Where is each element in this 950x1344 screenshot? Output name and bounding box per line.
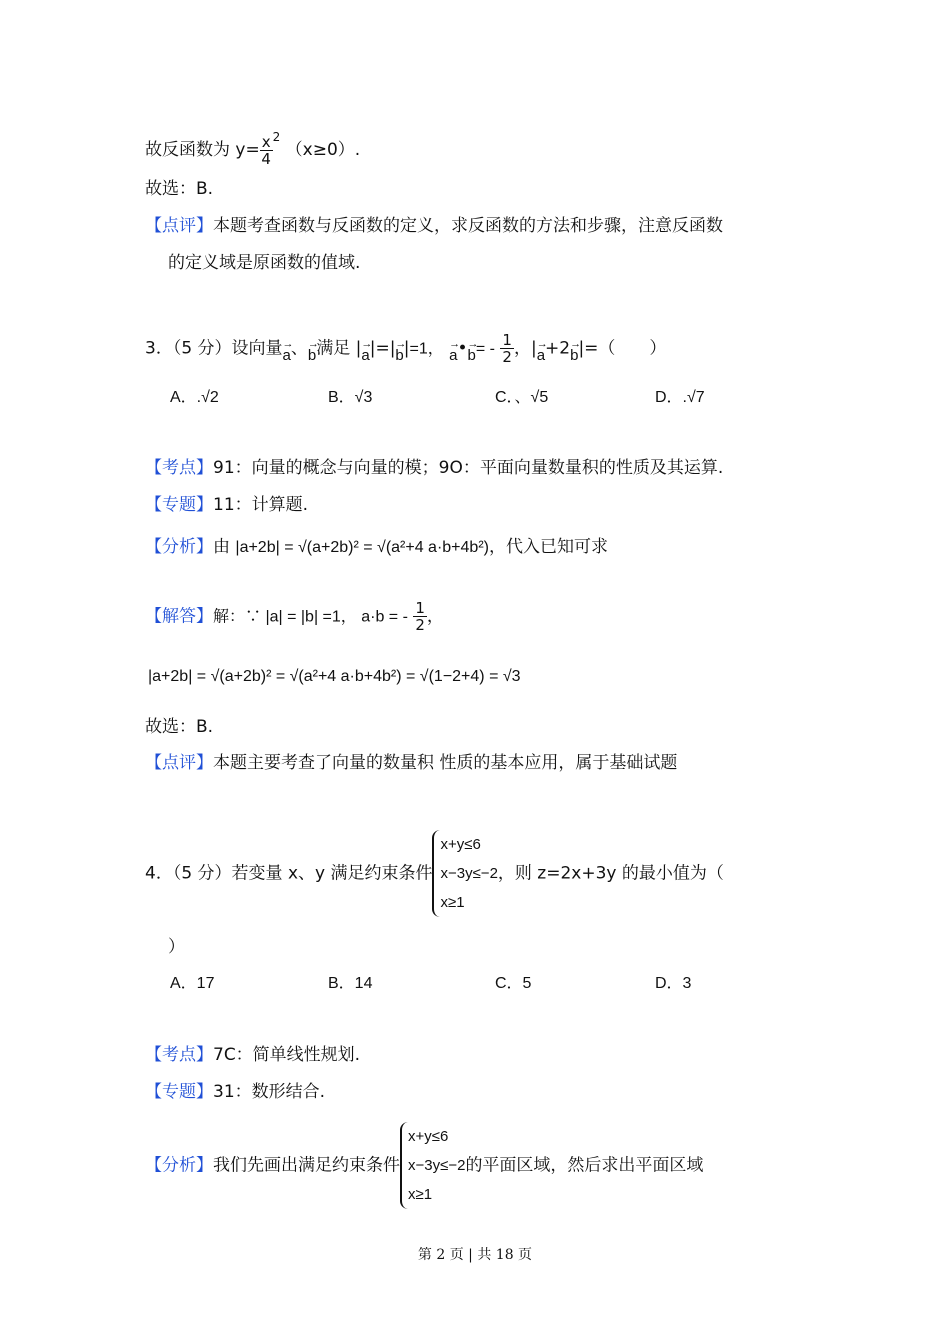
text: 4．（5 分）若变量 x、y 满足约束条件 [145,863,433,884]
text: 本题考查函数与反函数的定义，求反函数的方法和步骤，注意反函数 [213,216,723,236]
c: x+y≤6 [440,836,481,853]
text: 的平面区域，然后求出平面区域 [465,1155,704,1176]
review-line [145,214,723,238]
text: 、 [290,338,308,359]
option-d: D．3 [655,975,692,992]
tag: 【专题】 [145,1082,213,1102]
tag: 【解答】 [145,606,213,627]
text: 7C：简单线性规划. [213,1045,361,1065]
option-d: D．.√7 [655,389,705,406]
text: 故反函数为 y= [145,140,260,160]
solution-formula: |a+2b| = √(a+2b)² = √(a²+4 a·b+4b²) = √(1−2+4) = √3 [148,668,521,685]
choice-line: 故选：B. [145,179,214,199]
q3-stem: 3．（5 分）设向量→ a、→ b满足 |→ a|=|→ b|=1， → a•→ b= - $\frac{1}{2}$ ，|→ a+2→ b|=（ ） [145,332,666,368]
num: x [261,132,271,151]
tag: 【考点】 [145,1045,213,1065]
tag: 【点评】 [145,753,213,773]
text: 我们先画出满足约束条件 [213,1155,400,1176]
den: 4 [261,149,271,168]
q4-stem [145,830,724,917]
c: x≥1 [408,1186,433,1203]
text: 31：数形结合. [213,1082,326,1102]
text: =1， [409,340,444,358]
zhuanti-line [145,493,308,517]
num: 1 [502,331,512,349]
page-footer: 第 2 页 | 共 18 页 [417,1247,533,1263]
fraction [260,134,273,167]
constraint-system [432,830,497,917]
text: ，则 z=2x+3y 的最小值为（ [497,863,724,884]
option-c: C．5 [495,975,532,992]
text: ） [168,937,185,957]
tag: 【分析】 [145,537,213,557]
jieda-line: 【解答】解：∵ |a| = |b| =1， a·b = - $\frac{1}{2}$ ， [145,599,444,634]
text: ，代入已知可求 [488,537,608,557]
text: 解：∵ |a| = |b| =1， a·b = - [213,608,408,626]
fenxi-line [145,1122,703,1209]
option-a: A．17 [170,975,215,992]
option-c: C．、√5 [495,389,549,406]
c: x−3y≤−2 [440,865,498,882]
constraint-system [400,1122,465,1209]
choice-line: 故选：B. [145,717,214,737]
den: 2 [502,348,512,366]
text: =（ ） [584,338,667,359]
option-a: A．.√2 [170,389,219,406]
text: 11：计算题. [213,495,309,515]
kaodian-line [145,1043,360,1067]
text: 3．（5 分）设向量 [145,338,283,359]
formula: |a+2b| = √(a+2b)² = √(a²+4 a·b+4b²) [235,539,489,556]
review-line [145,751,677,775]
text: 由 [213,537,230,557]
tag: 【专题】 [145,495,213,515]
c: x≥1 [440,894,465,911]
text: 满足 [316,338,351,359]
den: 2 [415,616,425,634]
text: = - [475,340,495,358]
num: 1 [415,599,425,617]
option-b: B．14 [328,975,373,992]
exponent: 2 [272,130,281,144]
tag: 【考点】 [145,458,213,478]
review-line-2: 的定义域是原函数的值域. [168,253,361,273]
review-tag: 【点评】 [145,216,213,236]
tag: 【分析】 [145,1155,213,1176]
c: x−3y≤−2 [408,1157,466,1174]
kaodian-line [145,456,723,480]
text: 本题主要考查了向量的数量积 性质的基本应用，属于基础试题 [213,753,678,773]
inverse-function-line [145,125,360,167]
text: （x≥0）. [285,140,361,160]
option-b: B．√3 [328,389,373,406]
c: x+y≤6 [408,1128,449,1145]
text: 91：向量的概念与向量的模；9O：平面向量数量积的性质及其运算. [213,458,724,478]
fenxi-line [145,535,608,560]
zhuanti-line [145,1080,325,1104]
